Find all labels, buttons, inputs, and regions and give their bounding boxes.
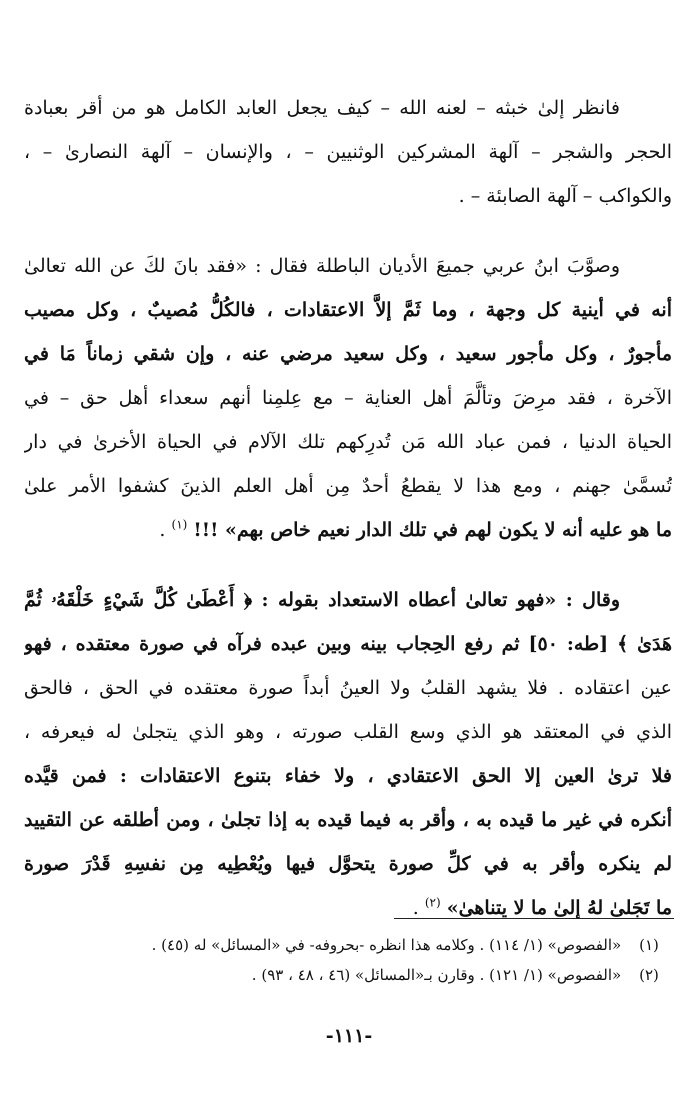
footnote-marker: (١) (171, 517, 188, 532)
footnote-number: (٢) (639, 966, 659, 984)
text-line: ما تَجَلىٰ لهُ إلىٰ ما لا يتناهىٰ» $^{(٢)}$ . (412, 895, 672, 919)
text-line: ما هو عليه أنه لا يكون لهم في تلك الدار نعيم خاص بهم» !!! $^{(١)}$ . (159, 517, 672, 541)
footnote-number: (١) (639, 936, 659, 954)
footnote-marker: (٢) (424, 895, 441, 910)
text-line: وصوَّبَ ابنُ عربي جميعَ الأديان الباطلة فقال : «فقد بانَ لكَ عن الله تعالىٰ (24, 255, 620, 277)
text-line: الحجر والشجر – آلهة المشركين الوثنيين – ، والإنسان – آلهة النصارىٰ – ، (24, 141, 672, 163)
main-text (24, 86, 672, 930)
footnote-text: «الفصوص» (١/ ١١٤) . وكلامه هذا انظره -بحروفه- في «المسائل» له (٤٥) . (151, 936, 622, 954)
footnote-text: «الفصوص» (١/ ١٢١) . وقارن بـ«المسائل» (٤٦ ، ٤٨ ، ٩٣) . (251, 966, 622, 984)
text-line: وقال : «فهو تعالىٰ أعطاه الاستعداد بقوله : ﴿ أَعْطَىٰ كُلَّ شَيْءٍ خَلْقَهُۥ ثُمَّ (24, 589, 620, 611)
text-line: عين اعتقاده . فلا يشهد القلبُ ولا العينُ أبداً صورة معتقده في الحق ، فالحق (24, 677, 672, 699)
text-line: أنه في أينية كل وجهة ، وما ثَمَّ إلاَّ الاعتقادات ، فالكُلُّ مُصيبٌ ، وكل مصيب (24, 299, 672, 321)
text-line: الحياة الدنيا ، فمن عباد الله مَن تُدرِكهم تلك الآلام في الحياة الأخرىٰ في دار (24, 431, 672, 453)
text-line: الآخرة ، فقد مرِضَ وتألَّمَ أهل العناية – مع عِلمِنا أنهم سعداء أهل حق – في (24, 387, 672, 409)
text-line: فلا ترىٰ العين إلا الحق الاعتقادي ، ولا خفاء بتنوع الاعتقادات : فمن قيَّده (24, 765, 672, 787)
quote-text: ما هو عليه أنه لا يكون لهم في تلك الدار نعيم خاص بهم» !!! (193, 519, 672, 541)
text-line: مأجورٌ ، وكل مأجور سعيد ، وكل سعيد مرضي عنه ، وإن شقي زماناً مَا في (24, 343, 672, 365)
footnote-divider (394, 918, 674, 919)
text-line: أنكره في غير ما قيده به ، وأقر به فيما قيده به إذا تجلىٰ ، ومن أطلقه عن التقييد (24, 809, 672, 831)
quote-text: ما تَجَلىٰ لهُ إلىٰ ما لا يتناهىٰ» (446, 897, 672, 919)
text-line: تُسمَّىٰ جهنم ، ومع هذا لا يقطعُ أحدٌ مِن أهل العلم الذينَ كشفوا الأمر علىٰ (24, 475, 672, 497)
text-line: هَدَىٰ ﴾ [طه: ٥٠] ثم رفع الحِجاب بينه وبين عبده فرآه في صورة معتقده ، فهو (24, 633, 672, 655)
page-number: -١١١- (325, 1025, 373, 1047)
footnote (24, 960, 672, 990)
text-line: الذي في المعتقد هو الذي وسع القلب صورته ، وهو الذي يتجلىٰ له فيعرفه ، (24, 721, 672, 743)
footnote (24, 930, 672, 960)
text-line: لم ينكره وأقر به في كلِّ صورة يتحوَّل فيها ويُعْطِيه مِن نفسِهِ قَدْرَ صورة (24, 853, 672, 875)
text-line: والكواكب – آلهة الصابئة – . (458, 185, 672, 207)
footnotes (24, 930, 672, 990)
text-line: فانظر إلىٰ خبثه – لعنه الله – كيف يجعل العابد الكامل هو من أقر بعبادة (24, 97, 620, 119)
